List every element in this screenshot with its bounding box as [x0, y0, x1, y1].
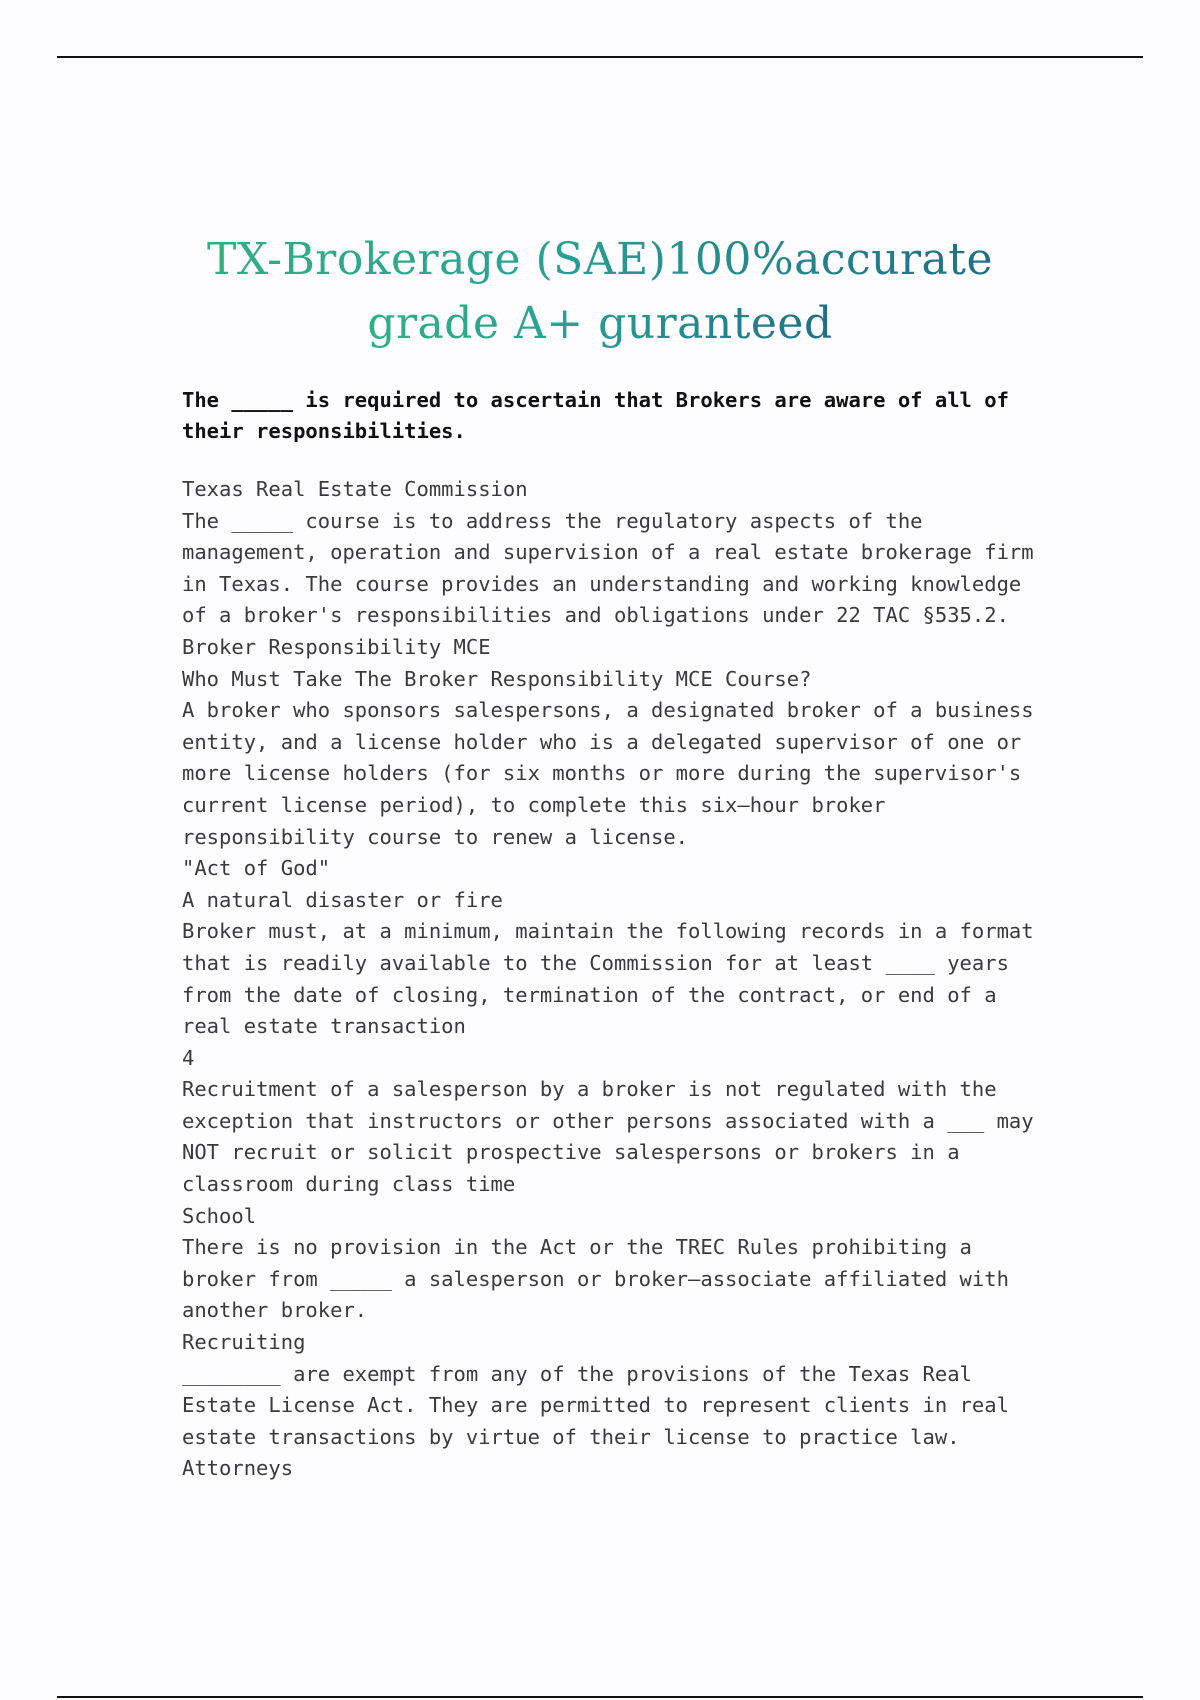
body-line: estate transactions by virtue of their license to practice law.	[182, 1424, 960, 1449]
title-line-1: TX-Brokerage (SAE)100%accurate	[207, 234, 993, 285]
body-line: more license holders (for six months or more during the supervisor's	[182, 761, 1022, 786]
body-line: "Act of God"	[182, 856, 331, 881]
top-divider	[57, 56, 1143, 58]
body-line: A natural disaster or fire	[182, 887, 503, 912]
body-line: There is no provision in the Act or the TREC Rules prohibiting a	[182, 1235, 972, 1260]
body-line: classroom during class time	[182, 1172, 516, 1197]
document-body	[182, 385, 1032, 1485]
body-line: Recruiting	[182, 1330, 306, 1355]
first-question: The _____ is required to ascertain that Brokers are aware of all of their responsibilities.	[182, 388, 1009, 443]
body-line: management, operation and supervision of a real estate brokerage firm	[182, 540, 1034, 565]
document-title	[150, 228, 1050, 356]
qa-lines	[182, 474, 1032, 1485]
body-line: from the date of closing, termination of the contract, or end of a	[182, 982, 997, 1007]
body-line: NOT recruit or solicit prospective salespersons or brokers in a	[182, 1140, 960, 1165]
body-line: that is readily available to the Commission for at least ____ years	[182, 950, 1009, 975]
body-line: exception that instructors or other persons associated with a ___ may	[182, 1108, 1034, 1133]
body-line: responsibility course to renew a license.	[182, 824, 689, 849]
body-line: current license period), to complete this six—hour broker	[182, 792, 886, 817]
body-line: Recruitment of a salesperson by a broker is not regulated with the	[182, 1077, 997, 1102]
body-line: 4	[182, 1045, 195, 1070]
body-line: Texas Real Estate Commission	[182, 477, 528, 501]
body-line: in Texas. The course provides an understanding and working knowledge	[182, 571, 1022, 596]
body-line: A broker who sponsors salespersons, a designated broker of a business	[182, 698, 1034, 723]
body-line: School	[182, 1203, 257, 1228]
title-line-2: grade A+ guranteed	[367, 298, 833, 349]
body-line: entity, and a license holder who is a delegated supervisor of one or	[182, 729, 1022, 754]
body-line: real estate transaction	[182, 1014, 466, 1039]
body-line: The _____ course is to address the regulatory aspects of the	[182, 508, 923, 533]
body-line: Broker must, at a minimum, maintain the following records in a format	[182, 919, 1034, 944]
body-line: of a broker's responsibilities and obligations under 22 TAC §535.2.	[182, 603, 1009, 628]
body-line: Who Must Take The Broker Responsibility MCE Course?	[182, 666, 812, 691]
body-line: Broker Responsibility MCE	[182, 634, 491, 659]
bottom-divider	[57, 1696, 1143, 1698]
body-line: ________ are exempt from any of the provisions of the Texas Real	[182, 1361, 972, 1386]
body-line: another broker.	[182, 1298, 368, 1323]
body-line: Attorneys	[182, 1456, 294, 1481]
body-line: broker from _____ a salesperson or broker—associate affiliated with	[182, 1266, 1009, 1291]
body-line: Estate License Act. They are permitted to represent clients in real	[182, 1393, 1009, 1418]
